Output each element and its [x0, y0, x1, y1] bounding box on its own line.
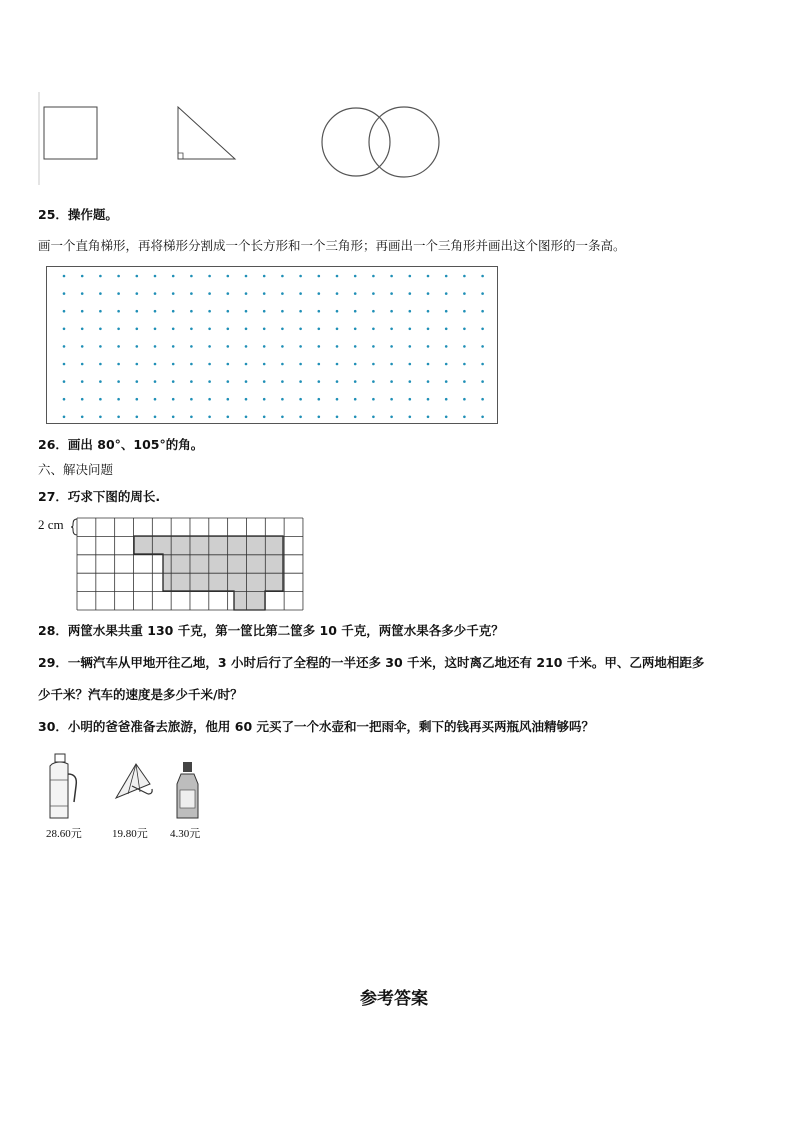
grid-dot	[227, 328, 230, 331]
grid-dot	[263, 310, 266, 313]
grid-dot	[354, 275, 357, 278]
grid-dot	[281, 310, 284, 313]
grid-dot	[99, 416, 102, 419]
grid-dot	[172, 328, 175, 331]
grid-dot	[245, 398, 248, 401]
grid-dot	[336, 310, 339, 313]
grid-dot	[281, 363, 284, 366]
grid-dot	[154, 328, 157, 331]
grid-dot	[63, 292, 66, 295]
square-shape	[44, 107, 97, 159]
grid-dot	[117, 310, 120, 313]
grid-dot	[117, 363, 120, 366]
grid-dot	[117, 328, 120, 331]
q25-instruction: 画一个直角梯形，再将梯形分割成一个长方形和一个三角形；再画出一个三角形并画出这个图形的一条高。	[38, 238, 626, 253]
grid-dot	[354, 310, 357, 313]
grid-dot	[136, 292, 139, 295]
oil-bottle-price: 4.30元	[170, 828, 201, 840]
grid-dot	[318, 416, 321, 419]
grid-dot	[99, 398, 102, 401]
grid-dot	[172, 380, 175, 383]
oil-bottle-image	[172, 760, 204, 822]
grid-dot	[208, 398, 211, 401]
grid-dot	[154, 310, 157, 313]
grid-dot	[190, 416, 193, 419]
grid-dot	[390, 275, 393, 278]
grid-dot	[245, 416, 248, 419]
grid-dot	[245, 380, 248, 383]
grid-dot	[318, 380, 321, 383]
grid-dot	[245, 363, 248, 366]
grid-dot	[281, 398, 284, 401]
grid-dot	[299, 380, 302, 383]
grid-dot	[390, 345, 393, 348]
grid-dot	[299, 310, 302, 313]
grid-dot	[409, 328, 412, 331]
grid-dot	[299, 363, 302, 366]
grid-dot	[263, 416, 266, 419]
answers-title: 参考答案	[360, 989, 428, 1009]
grid-dot	[299, 328, 302, 331]
grid-dot	[81, 345, 84, 348]
grid-dot	[154, 380, 157, 383]
section-6-title: 六、解决问题	[38, 462, 114, 477]
overlapping-circles-shape	[322, 107, 439, 177]
grid-dot	[81, 416, 84, 419]
grid-dot	[136, 398, 139, 401]
grid-dot	[63, 363, 66, 366]
grid-dot	[354, 416, 357, 419]
perimeter-grid-figure	[70, 516, 306, 614]
q26-text: 26．画出 80°、105°的角。	[38, 437, 204, 452]
grid-dot	[190, 328, 193, 331]
grid-dot	[154, 416, 157, 419]
grid-dot	[117, 416, 120, 419]
grid-dot	[354, 328, 357, 331]
grid-dot	[263, 275, 266, 278]
grid-dot	[318, 292, 321, 295]
grid-dot	[463, 363, 466, 366]
grid-dot	[390, 328, 393, 331]
top-shapes	[0, 90, 794, 190]
grid-dot	[99, 275, 102, 278]
grid-dot	[154, 275, 157, 278]
grid-dot	[299, 416, 302, 419]
grid-dot	[190, 380, 193, 383]
grid-dot	[99, 292, 102, 295]
grid-dot	[336, 416, 339, 419]
grid-dot	[445, 363, 448, 366]
grid-dot	[99, 380, 102, 383]
grid-dot	[190, 398, 193, 401]
grid-dot	[409, 398, 412, 401]
scale-brace	[71, 519, 77, 535]
grid-dot	[372, 416, 375, 419]
grid-dot	[99, 328, 102, 331]
grid-dot	[445, 328, 448, 331]
grid-dot	[409, 292, 412, 295]
grid-dot	[172, 292, 175, 295]
grid-dot	[172, 398, 175, 401]
grid-dot	[263, 292, 266, 295]
grid-dot	[390, 292, 393, 295]
grid-dot	[190, 292, 193, 295]
grid-dot	[172, 363, 175, 366]
grid-dot	[372, 398, 375, 401]
grid-dot	[136, 380, 139, 383]
grid-dot	[409, 416, 412, 419]
grid-dot	[81, 275, 84, 278]
grid-dot	[190, 275, 193, 278]
grid-dot	[427, 275, 430, 278]
grid-dot	[409, 345, 412, 348]
grid-dot	[263, 328, 266, 331]
q29-line1: 29．一辆汽车从甲地开往乙地，3 小时后行了全程的一半还多 30 千米，这时离乙地还有 210 千米。甲、乙两地相距多	[38, 655, 705, 670]
grid-dot	[445, 380, 448, 383]
grid-dot	[63, 416, 66, 419]
grid-dot	[136, 345, 139, 348]
water-bottle-image	[40, 752, 84, 822]
grid-dot	[208, 310, 211, 313]
q29-line2: 少千米？汽车的速度是多少千米/时？	[38, 687, 243, 702]
grid-dot	[463, 292, 466, 295]
q27-text: 27．巧求下图的周长.	[38, 489, 161, 504]
grid-dot	[99, 310, 102, 313]
grid-dot	[63, 398, 66, 401]
grid-dot	[208, 380, 211, 383]
grid-dot	[463, 416, 466, 419]
grid-dot	[318, 310, 321, 313]
grid-dot	[318, 363, 321, 366]
grid-dot	[136, 328, 139, 331]
grid-dot	[409, 380, 412, 383]
grid-dot	[81, 380, 84, 383]
grid-dot	[336, 398, 339, 401]
grid-dot	[136, 275, 139, 278]
grid-dot	[63, 345, 66, 348]
grid-dot	[427, 398, 430, 401]
grid-dot	[299, 275, 302, 278]
scale-label: 2 cm	[38, 517, 64, 532]
q28-text: 28．两筐水果共重 130 千克，第一筐比第二筐多 10 千克，两筐水果各多少千克？	[38, 623, 504, 638]
grid-dot	[227, 292, 230, 295]
grid-dot	[208, 345, 211, 348]
grid-dot	[372, 275, 375, 278]
grid-dot	[245, 345, 248, 348]
grid-dot	[445, 275, 448, 278]
grid-dot	[336, 363, 339, 366]
grid-dot	[117, 380, 120, 383]
grid-dot	[99, 345, 102, 348]
grid-dot	[354, 363, 357, 366]
grid-dot	[81, 398, 84, 401]
grid-dot	[281, 380, 284, 383]
grid-dot	[427, 363, 430, 366]
grid-dot	[281, 345, 284, 348]
grid-dot	[481, 380, 484, 383]
grid-dot	[208, 416, 211, 419]
dot-grid-border	[47, 267, 498, 424]
grid-dot	[481, 398, 484, 401]
grid-dot	[227, 275, 230, 278]
grid-dot	[245, 292, 248, 295]
grid-dot	[190, 310, 193, 313]
grid-dot	[463, 345, 466, 348]
grid-dot	[117, 398, 120, 401]
grid-dot	[154, 398, 157, 401]
grid-dot	[81, 310, 84, 313]
grid-dot	[117, 275, 120, 278]
grid-dot	[318, 328, 321, 331]
grid-dot	[481, 310, 484, 313]
grid-dot	[318, 345, 321, 348]
grid-dot	[354, 398, 357, 401]
grid-dot	[481, 363, 484, 366]
grid-dot	[463, 328, 466, 331]
grid-dot	[409, 310, 412, 313]
grid-dot	[336, 380, 339, 383]
q30-text: 30．小明的爸爸准备去旅游，他用 60 元买了一个水壶和一把雨伞，剩下的钱再买两瓶风油精够吗？	[38, 719, 594, 734]
grid-dot	[445, 310, 448, 313]
grid-dot	[245, 275, 248, 278]
grid-dot	[263, 363, 266, 366]
grid-dot	[281, 416, 284, 419]
grid-dot	[263, 398, 266, 401]
grid-dot	[299, 292, 302, 295]
grid-dot	[227, 416, 230, 419]
grid-dot	[227, 398, 230, 401]
grid-dot	[281, 328, 284, 331]
grid-dot	[390, 380, 393, 383]
water-bottle-price: 28.60元	[46, 828, 82, 840]
grid-dot	[63, 310, 66, 313]
grid-dot	[427, 292, 430, 295]
grid-dot	[172, 275, 175, 278]
grid-dot	[263, 345, 266, 348]
grid-dot	[136, 310, 139, 313]
grid-dot	[445, 345, 448, 348]
grid-dot	[63, 380, 66, 383]
grid-dot	[245, 328, 248, 331]
grid-dot	[117, 292, 120, 295]
grid-dot	[481, 345, 484, 348]
grid-dot	[208, 275, 211, 278]
grid-dot	[227, 345, 230, 348]
umbrella-image	[110, 758, 156, 822]
grid-dot	[481, 292, 484, 295]
grid-dot	[136, 416, 139, 419]
grid-dot	[372, 380, 375, 383]
grid-dot	[336, 275, 339, 278]
umbrella-price: 19.80元	[112, 828, 148, 840]
dot-grid-paper[interactable]	[46, 266, 498, 424]
grid-dot	[318, 275, 321, 278]
grid-dot	[427, 345, 430, 348]
grid-dot	[463, 310, 466, 313]
grid-dot	[409, 275, 412, 278]
grid-dot	[336, 328, 339, 331]
grid-dot	[427, 380, 430, 383]
grid-dot	[481, 275, 484, 278]
grid-dot	[390, 398, 393, 401]
grid-dot	[63, 328, 66, 331]
grid-dot	[281, 275, 284, 278]
grid-dot	[463, 275, 466, 278]
grid-dot	[372, 345, 375, 348]
grid-dot	[117, 345, 120, 348]
grid-dot	[154, 363, 157, 366]
grid-dot	[445, 292, 448, 295]
grid-dot	[427, 416, 430, 419]
grid-dot	[208, 363, 211, 366]
grid-dot	[281, 292, 284, 295]
grid-dot	[481, 328, 484, 331]
grid-dot	[190, 345, 193, 348]
grid-dot	[172, 345, 175, 348]
grid-dot	[372, 363, 375, 366]
grid-dot	[354, 380, 357, 383]
grid-dot	[372, 292, 375, 295]
q25-title: 25．操作题。	[38, 207, 118, 222]
grid-dot	[390, 416, 393, 419]
grid-dot	[372, 328, 375, 331]
grid-dot	[299, 398, 302, 401]
grid-dot	[427, 328, 430, 331]
grid-dot	[172, 416, 175, 419]
grid-dot	[263, 380, 266, 383]
grid-dot	[227, 310, 230, 313]
grid-dot	[81, 292, 84, 295]
grid-dot	[208, 292, 211, 295]
grid-dot	[354, 345, 357, 348]
grid-dot	[299, 345, 302, 348]
right-triangle-shape	[178, 107, 235, 159]
grid-dot	[336, 345, 339, 348]
grid-dot	[154, 345, 157, 348]
grid-dot	[227, 363, 230, 366]
grid-dot	[136, 363, 139, 366]
grid-dot	[427, 310, 430, 313]
grid-dot	[445, 398, 448, 401]
grid-dot	[99, 363, 102, 366]
grid-dot	[463, 398, 466, 401]
grid-dot	[190, 363, 193, 366]
grid-dot	[154, 292, 157, 295]
grid-dot	[227, 380, 230, 383]
grid-dot	[318, 398, 321, 401]
grid-dot	[172, 310, 175, 313]
grid-dot	[463, 380, 466, 383]
grid-dot	[81, 328, 84, 331]
grid-dot	[409, 363, 412, 366]
grid-dot	[81, 363, 84, 366]
grid-dot	[63, 275, 66, 278]
grid-dot	[481, 416, 484, 419]
grid-dot	[445, 416, 448, 419]
grid-dot	[336, 292, 339, 295]
grid-dot	[372, 310, 375, 313]
grid-dot	[245, 310, 248, 313]
grid-dot	[390, 363, 393, 366]
grid-dot	[390, 310, 393, 313]
grid-dot	[208, 328, 211, 331]
grid-dot	[354, 292, 357, 295]
